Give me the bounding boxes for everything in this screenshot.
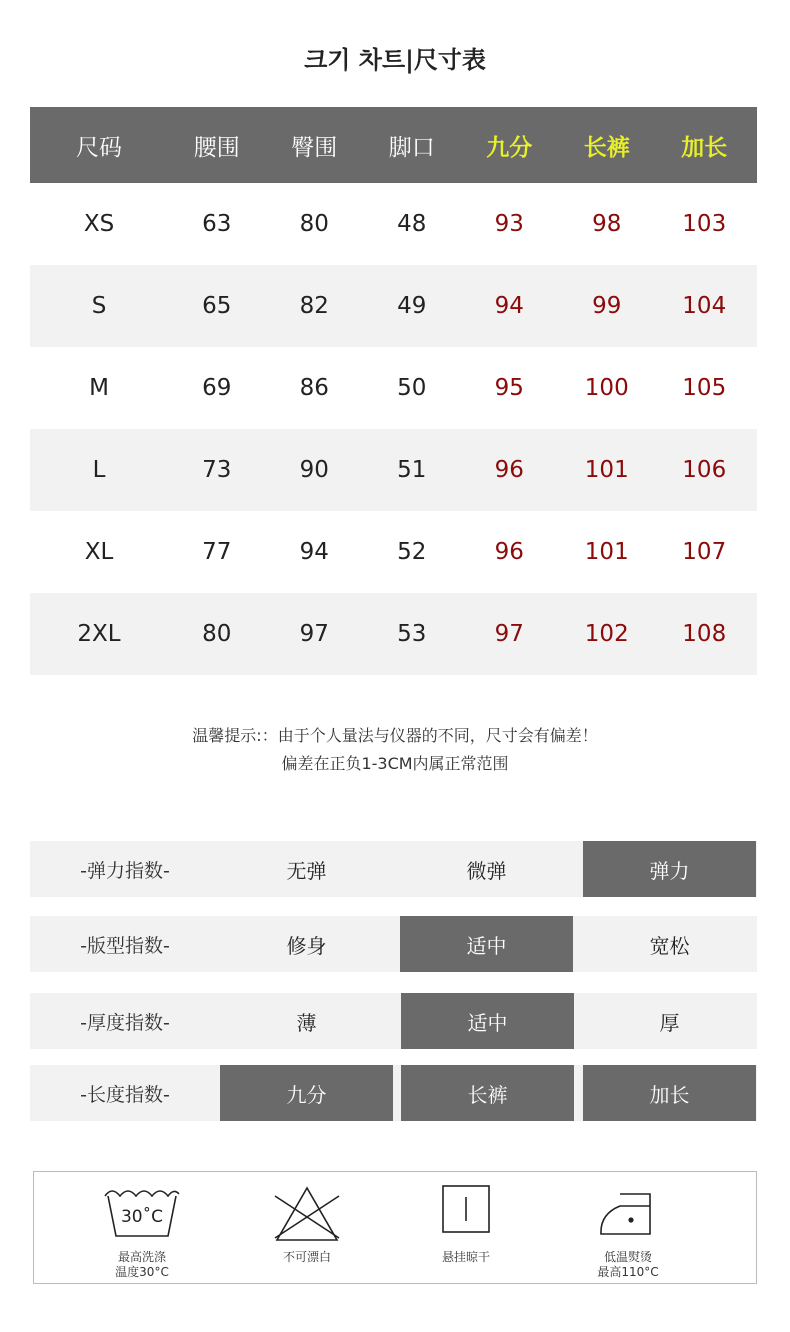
index-option: 薄	[296, 1010, 317, 1035]
table-cell: 94	[494, 293, 524, 319]
index-option: 适中	[400, 916, 573, 972]
care-text-line: 不可漂白	[282, 1250, 331, 1264]
care-text-line: 温度30°C	[115, 1265, 169, 1279]
thickness-index-row	[30, 993, 757, 1049]
table-cell: 50	[397, 375, 427, 401]
header-cell-full-length: 长裤	[583, 134, 630, 161]
table-cell: 99	[592, 293, 622, 319]
table-row	[30, 347, 757, 429]
table-cell: XS	[83, 211, 115, 237]
no-bleach-icon	[267, 1182, 347, 1242]
table-cell: 53	[397, 621, 427, 647]
index-option: 厚	[659, 1010, 680, 1035]
care-item-iron	[553, 1172, 703, 1285]
index-option: 适中	[401, 993, 574, 1049]
care-item-dry	[391, 1172, 541, 1285]
table-cell: 94	[299, 539, 329, 565]
length-index-row	[30, 1065, 757, 1121]
table-cell: 52	[397, 539, 427, 565]
table-cell: 103	[682, 211, 727, 237]
thickness-index-label: -厚度指数-	[80, 1011, 170, 1034]
hang-dry-icon	[426, 1182, 506, 1242]
elasticity-index-row	[30, 841, 757, 897]
table-cell: 97	[494, 621, 524, 647]
table-cell: 98	[592, 211, 622, 237]
fit-index-row	[30, 916, 757, 972]
tip-line-1: 温馨提示:：由于个人量法与仪器的不同，尺寸会有偏差！	[192, 726, 598, 745]
table-cell: 100	[584, 375, 629, 401]
table-row	[30, 429, 757, 511]
size-table-header	[30, 107, 757, 183]
table-cell: XL	[84, 539, 114, 565]
table-row	[30, 265, 757, 347]
table-cell: 105	[682, 375, 727, 401]
table-cell: 93	[494, 211, 524, 237]
header-cell-ninth-length: 九分	[486, 134, 533, 161]
elasticity-index-label: -弹力指数-	[80, 859, 170, 882]
table-cell: 96	[494, 457, 524, 483]
index-option: 宽松	[649, 933, 690, 958]
care-text-line: 悬挂晾干	[441, 1250, 490, 1264]
table-row	[30, 511, 757, 593]
table-cell: 86	[299, 375, 329, 401]
table-cell: 80	[299, 211, 329, 237]
header-cell-waist: 腰围	[193, 134, 240, 161]
table-cell: 102	[584, 621, 629, 647]
fit-index-label: -版型指数-	[80, 934, 170, 957]
table-cell: 82	[299, 293, 329, 319]
header-cell-hem: 脚口	[388, 134, 435, 161]
table-row	[30, 593, 757, 675]
iron-low-icon	[588, 1182, 668, 1242]
table-cell: 80	[202, 621, 232, 647]
wash-temperature: 30˚C	[120, 1207, 164, 1227]
header-cell-hip: 臀围	[291, 134, 338, 161]
size-table	[30, 107, 757, 675]
table-cell: 96	[494, 539, 524, 565]
table-cell: 104	[682, 293, 727, 319]
table-cell: 77	[202, 539, 232, 565]
index-option: 无弹	[286, 858, 327, 883]
care-instructions	[33, 1171, 757, 1284]
length-index-label: -长度指数-	[80, 1083, 170, 1106]
table-cell: 73	[202, 457, 232, 483]
index-option: 九分	[220, 1065, 393, 1121]
care-item-wash	[67, 1172, 217, 1285]
care-text-line: 最高110°C	[597, 1265, 659, 1279]
table-row	[30, 183, 757, 265]
table-cell: 106	[682, 457, 727, 483]
table-cell: S	[91, 293, 107, 319]
index-option: 微弹	[466, 858, 507, 883]
table-cell: 49	[397, 293, 427, 319]
table-cell: 108	[682, 621, 727, 647]
table-cell: 95	[494, 375, 524, 401]
wash-30-icon	[102, 1182, 182, 1242]
index-option: 长裤	[401, 1065, 574, 1121]
tip-line-2: 偏差在正负1-3CM内属正常范围	[281, 754, 509, 773]
table-cell: 97	[299, 621, 329, 647]
table-cell: 107	[682, 539, 727, 565]
care-text-line: 最高洗涤	[117, 1250, 166, 1264]
table-cell: M	[89, 375, 109, 401]
table-cell: 69	[202, 375, 232, 401]
table-cell: 63	[202, 211, 232, 237]
care-item-bleach	[232, 1172, 382, 1285]
table-cell: 101	[584, 457, 629, 483]
page-title: 크기 차트|尺寸表	[304, 46, 486, 74]
table-cell: 51	[397, 457, 427, 483]
table-cell: 65	[202, 293, 232, 319]
table-cell: 2XL	[77, 621, 121, 647]
table-cell: 48	[397, 211, 427, 237]
table-cell: L	[92, 457, 106, 483]
table-cell: 101	[584, 539, 629, 565]
header-cell-size: 尺码	[76, 134, 122, 161]
index-option: 修身	[286, 933, 327, 958]
header-cell-extra-length: 加长	[681, 134, 728, 161]
table-cell: 90	[299, 457, 329, 483]
care-text-line: 低温熨烫	[603, 1250, 652, 1264]
index-option: 加长	[583, 1065, 756, 1121]
index-option: 弹力	[583, 841, 756, 897]
